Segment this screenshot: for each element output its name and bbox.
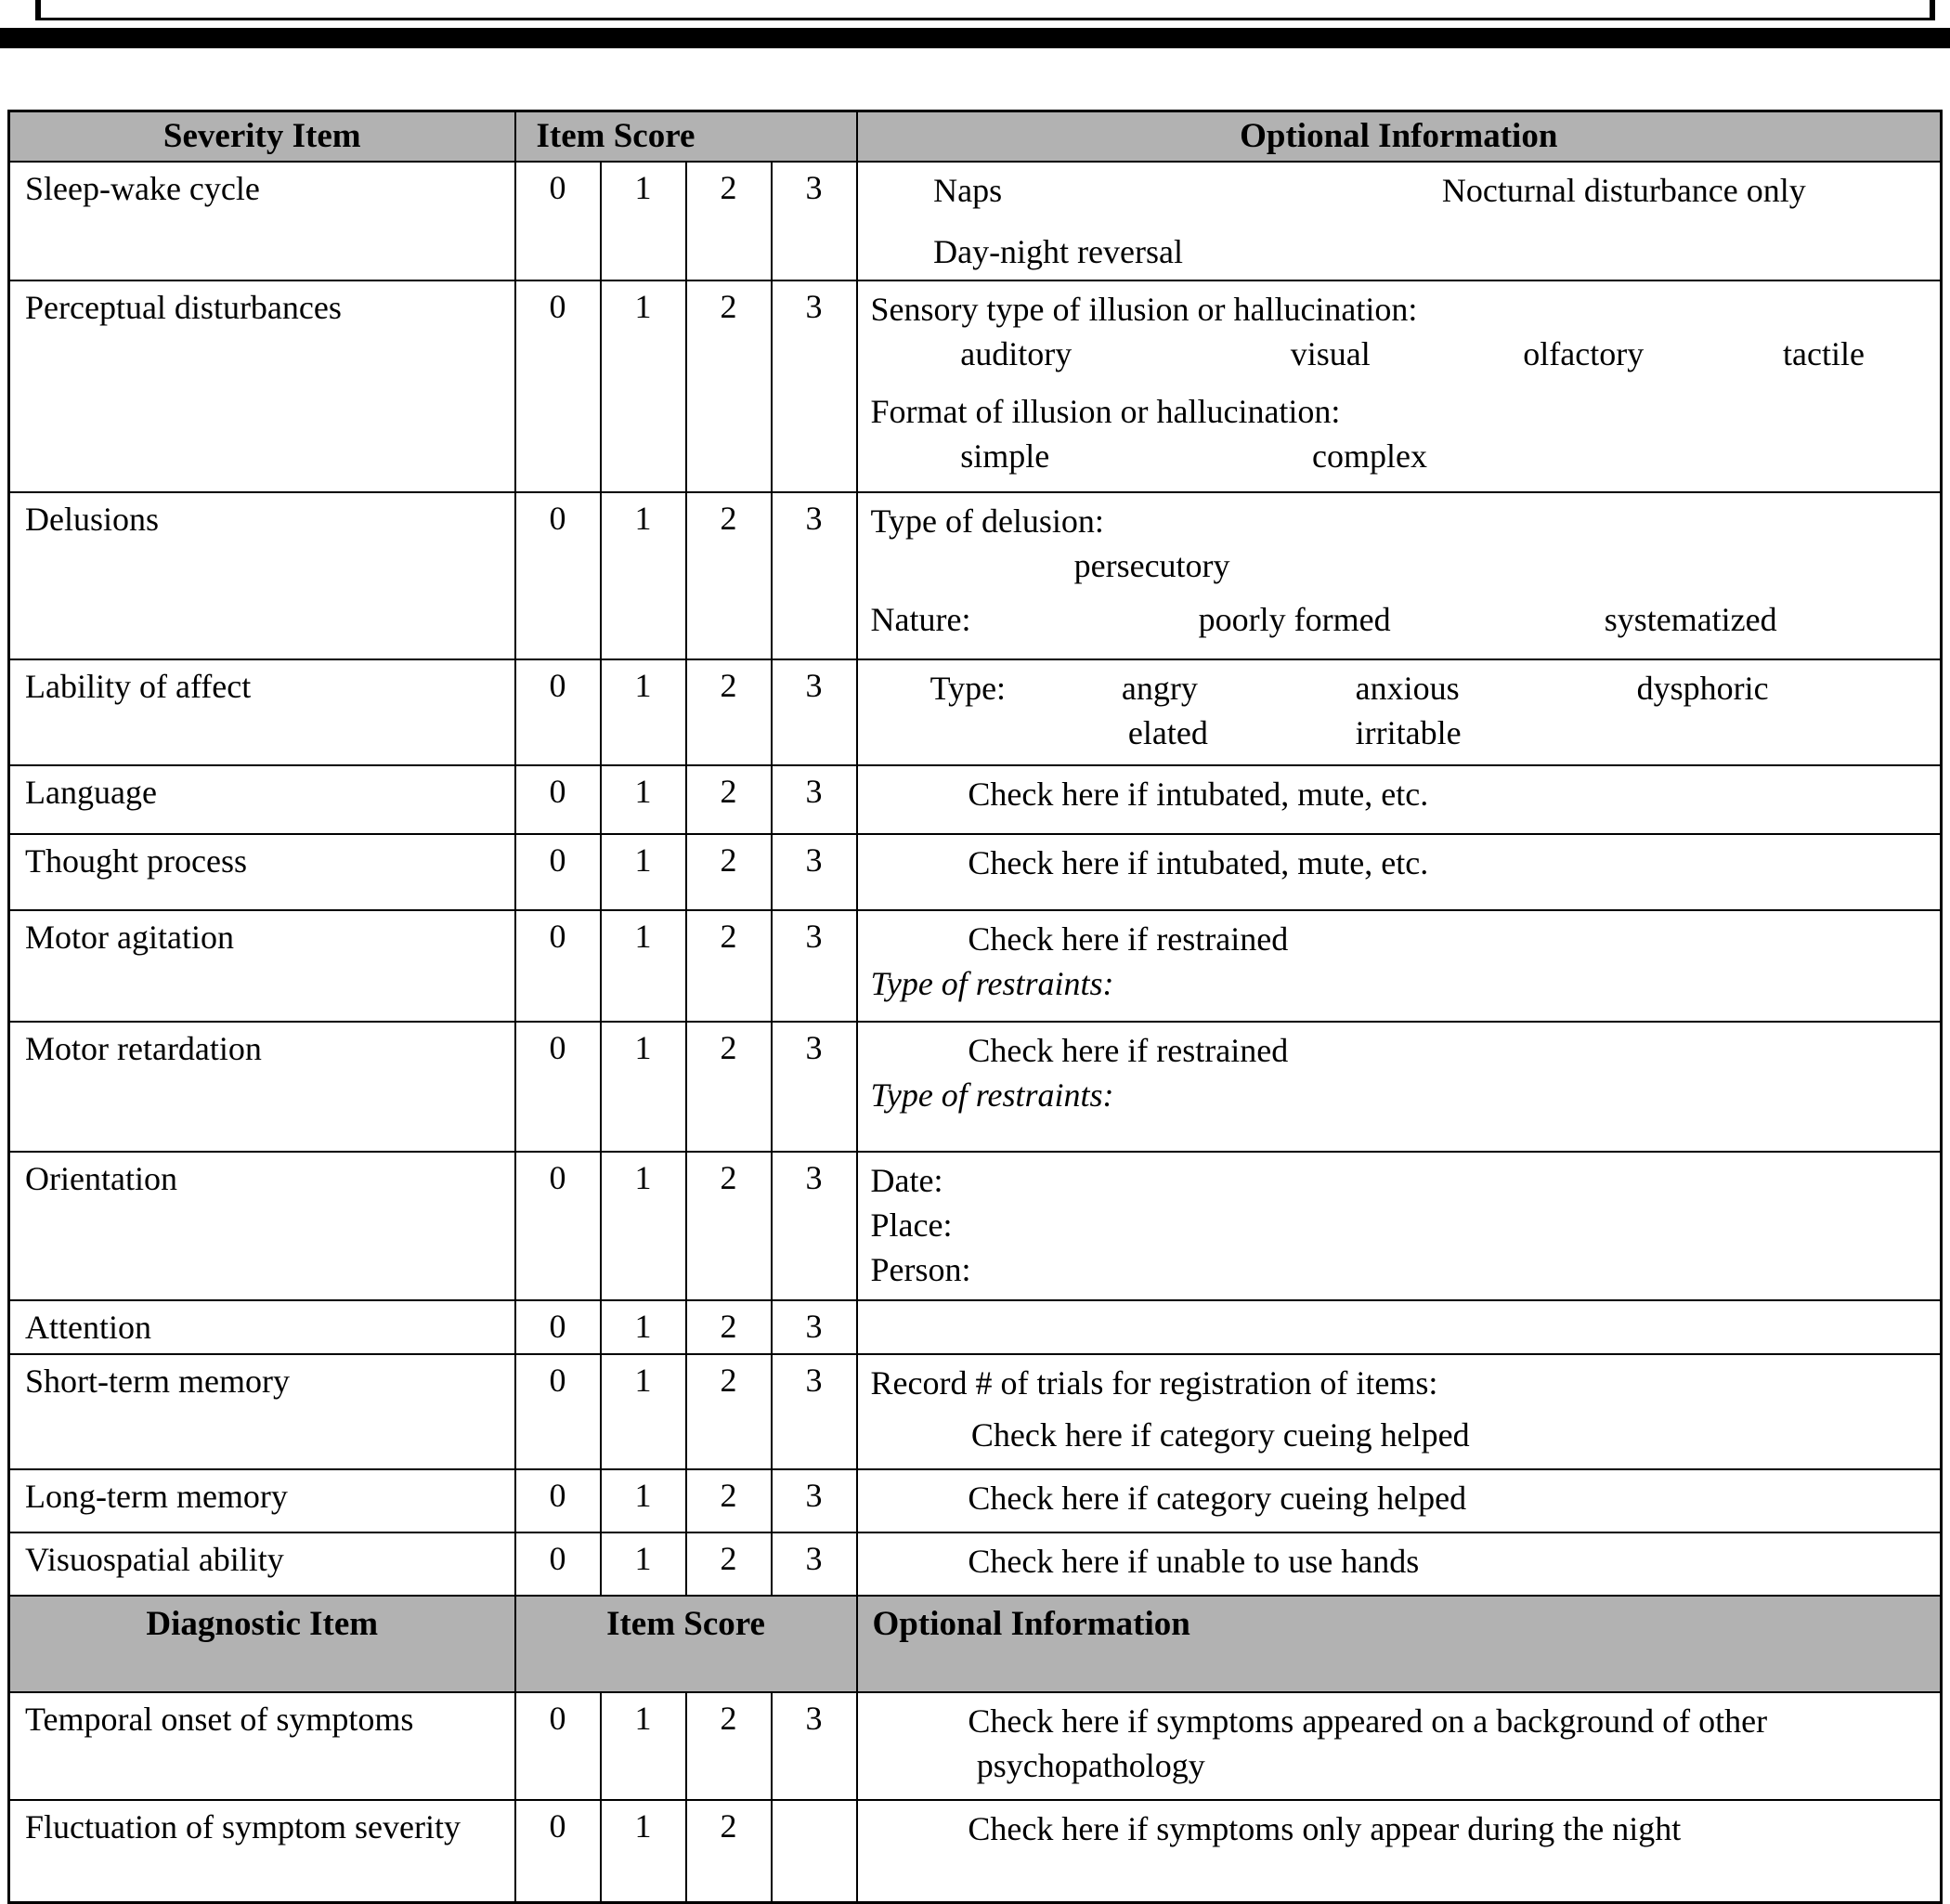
score-0: 0 <box>515 162 601 280</box>
optional-info-line <box>858 287 1940 332</box>
optional-text: auditory <box>960 334 1072 372</box>
severity-row-long-term-memory <box>9 1469 1942 1532</box>
score-1: 1 <box>601 1692 686 1800</box>
optional-info-line <box>858 772 1940 816</box>
score-0: 0 <box>515 659 601 765</box>
score-3: 3 <box>772 1692 857 1800</box>
diagnostic-row-temporal-onset-of-symptoms <box>9 1692 1942 1800</box>
item-label: Language <box>9 765 515 834</box>
optional-text: Nocturnal disturbance only <box>1441 171 1806 209</box>
optional-info-line <box>858 434 1940 478</box>
score-1: 1 <box>601 910 686 1022</box>
score-2: 2 <box>686 1532 772 1596</box>
score-1: 1 <box>601 280 686 492</box>
severity-item-header: Severity Item <box>9 111 515 162</box>
score-2: 2 <box>686 1022 772 1152</box>
item-label: Fluctuation of symptom severity <box>9 1800 515 1903</box>
optional-info-line <box>858 389 1940 434</box>
optional-text: Check here if intubated, mute, etc. <box>968 775 1429 813</box>
score-3: 3 <box>772 280 857 492</box>
optional-info-line <box>858 1806 1940 1851</box>
optional-info-line <box>858 1203 1940 1247</box>
optional-text: Place: <box>870 1206 953 1244</box>
page-frame-bottom <box>35 0 1935 20</box>
optional-info-line <box>858 1073 1940 1117</box>
optional-text: simple <box>960 437 1050 475</box>
item-label: Attention <box>9 1300 515 1354</box>
optional-text: Type: <box>930 669 1007 707</box>
item-label: Temporal onset of symptoms <box>9 1692 515 1800</box>
score-0: 0 <box>515 834 601 910</box>
optional-info-cell <box>857 834 1942 910</box>
score-0: 0 <box>515 910 601 1022</box>
score-2: 2 <box>686 765 772 834</box>
score-1: 1 <box>601 1532 686 1596</box>
score-3: 3 <box>772 162 857 280</box>
optional-text: Type of restraints: <box>870 1076 1114 1114</box>
optional-information-header: Optional Information <box>857 111 1942 162</box>
optional-info-line <box>858 1361 1940 1405</box>
score-2: 2 <box>686 1152 772 1300</box>
severity-row-perceptual-disturbances <box>9 280 1942 492</box>
optional-info-line <box>858 1028 1940 1073</box>
severity-row-short-term-memory <box>9 1354 1942 1469</box>
optional-info-line <box>858 1539 1940 1584</box>
score-3: 3 <box>772 1532 857 1596</box>
score-2: 2 <box>686 492 772 659</box>
score-2: 2 <box>686 1800 772 1903</box>
score-0: 0 <box>515 1022 601 1152</box>
score-3: 3 <box>772 1354 857 1469</box>
item-label: Perceptual disturbances <box>9 280 515 492</box>
optional-text: Naps <box>933 171 1003 209</box>
optional-info-line <box>858 666 1940 711</box>
optional-info-cell <box>857 910 1942 1022</box>
score-2: 2 <box>686 1469 772 1532</box>
delirium-rating-table <box>7 110 1943 1904</box>
optional-info-line <box>858 917 1940 961</box>
score-3: 3 <box>772 492 857 659</box>
score-0: 0 <box>515 1532 601 1596</box>
item-label: Visuospatial ability <box>9 1532 515 1596</box>
optional-info-line <box>858 1413 1940 1457</box>
optional-info-cell <box>857 1692 1942 1800</box>
optional-text: Check here if restrained <box>968 1031 1289 1069</box>
optional-info-line <box>858 1158 1940 1203</box>
score-3: 3 <box>772 765 857 834</box>
optional-info-line <box>858 1247 1940 1292</box>
optional-info-line <box>858 961 1940 1006</box>
score-2: 2 <box>686 1300 772 1354</box>
optional-text: Date: <box>870 1161 943 1199</box>
score-1: 1 <box>601 659 686 765</box>
severity-row-orientation <box>9 1152 1942 1300</box>
severity-row-motor-agitation <box>9 910 1942 1022</box>
optional-info-line <box>858 332 1940 376</box>
optional-text: Check here if unable to use hands <box>968 1542 1420 1580</box>
optional-text: poorly formed <box>1198 600 1391 638</box>
severity-row-thought-process <box>9 834 1942 910</box>
score-3: 3 <box>772 834 857 910</box>
optional-info-line <box>858 499 1940 543</box>
score-3: 3 <box>772 910 857 1022</box>
optional-text: Record # of trials for registration of items: <box>870 1363 1438 1402</box>
optional-text: psychopathology <box>976 1746 1205 1784</box>
optional-info-cell <box>857 1354 1942 1469</box>
score-3: 3 <box>772 1022 857 1152</box>
score-3: 3 <box>772 1469 857 1532</box>
item-label: Orientation <box>9 1152 515 1300</box>
score-1: 1 <box>601 1300 686 1354</box>
score-0: 0 <box>515 280 601 492</box>
optional-info-cell <box>857 1469 1942 1532</box>
optional-info-line <box>858 168 1940 213</box>
optional-text: dysphoric <box>1636 669 1769 707</box>
optional-text: systematized <box>1604 600 1777 638</box>
optional-text: Check here if intubated, mute, etc. <box>968 843 1429 881</box>
optional-text: Check here if symptoms appeared on a background of other <box>968 1702 1768 1740</box>
score-1: 1 <box>601 492 686 659</box>
optional-info-line <box>858 543 1940 588</box>
optional-text: Check here if category cueing helped <box>968 1479 1467 1517</box>
optional-info-line <box>858 1699 1940 1743</box>
optional-info-cell <box>857 1152 1942 1300</box>
optional-info-line <box>858 1476 1940 1520</box>
severity-row-delusions <box>9 492 1942 659</box>
optional-text: angry <box>1121 669 1198 707</box>
score-0: 0 <box>515 765 601 834</box>
optional-text: Day-night reversal <box>933 232 1183 270</box>
optional-text: irritable <box>1355 713 1462 751</box>
score-2: 2 <box>686 280 772 492</box>
optional-info-cell <box>857 1022 1942 1152</box>
optional-info-line <box>858 841 1940 885</box>
item-score-header: Item Score <box>515 111 857 162</box>
optional-info-line <box>858 1743 1940 1788</box>
score-1: 1 <box>601 1022 686 1152</box>
optional-text: Type of restraints: <box>870 964 1114 1002</box>
score-empty <box>772 1800 857 1903</box>
optional-text: olfactory <box>1523 334 1644 372</box>
optional-info-cell <box>857 1300 1942 1354</box>
score-2: 2 <box>686 1354 772 1469</box>
severity-row-visuospatial-ability <box>9 1532 1942 1596</box>
optional-text: Check here if restrained <box>968 919 1289 958</box>
item-label: Thought process <box>9 834 515 910</box>
score-0: 0 <box>515 1152 601 1300</box>
score-3: 3 <box>772 1300 857 1354</box>
score-3: 3 <box>772 659 857 765</box>
diagnostic-header-row <box>9 1596 1942 1692</box>
optional-info-cell <box>857 1532 1942 1596</box>
score-0: 0 <box>515 1692 601 1800</box>
optional-info-line <box>858 597 1940 642</box>
optional-text: anxious <box>1355 669 1460 707</box>
score-1: 1 <box>601 834 686 910</box>
score-0: 0 <box>515 492 601 659</box>
severity-row-motor-retardation <box>9 1022 1942 1152</box>
score-1: 1 <box>601 1469 686 1532</box>
optional-info-cell <box>857 659 1942 765</box>
optional-text: elated <box>1127 713 1208 751</box>
severity-row-language <box>9 765 1942 834</box>
optional-text: complex <box>1312 437 1427 475</box>
optional-info-cell <box>857 492 1942 659</box>
item-label: Motor agitation <box>9 910 515 1022</box>
score-1: 1 <box>601 1800 686 1903</box>
item-label: Delusions <box>9 492 515 659</box>
item-label: Short-term memory <box>9 1354 515 1469</box>
severity-row-lability-of-affect <box>9 659 1942 765</box>
score-0: 0 <box>515 1800 601 1903</box>
optional-text: Type of delusion: <box>870 502 1104 540</box>
diagnostic-optional-information-header: Optional Information <box>857 1596 1942 1692</box>
score-0: 0 <box>515 1300 601 1354</box>
optional-text: Check here if symptoms only appear during the night <box>968 1809 1682 1847</box>
score-1: 1 <box>601 1152 686 1300</box>
optional-text: tactile <box>1783 334 1865 372</box>
score-3: 3 <box>772 1152 857 1300</box>
optional-text: Sensory type of illusion or hallucination: <box>870 290 1418 328</box>
severity-header-row <box>9 111 1942 162</box>
optional-text: visual <box>1290 334 1371 372</box>
optional-info-cell <box>857 1800 1942 1903</box>
optional-info-line <box>858 229 1940 274</box>
item-label: Lability of affect <box>9 659 515 765</box>
score-0: 0 <box>515 1354 601 1469</box>
severity-row-sleep-wake-cycle <box>9 162 1942 280</box>
optional-text: Check here if category cueing helped <box>970 1415 1470 1454</box>
optional-info-cell <box>857 765 1942 834</box>
score-2: 2 <box>686 910 772 1022</box>
optional-text: Format of illusion or hallucination: <box>870 392 1341 430</box>
score-0: 0 <box>515 1469 601 1532</box>
score-2: 2 <box>686 162 772 280</box>
optional-info-cell <box>857 162 1942 280</box>
score-2: 2 <box>686 1692 772 1800</box>
optional-text: Person: <box>870 1250 971 1288</box>
optional-info-cell <box>857 280 1942 492</box>
score-1: 1 <box>601 162 686 280</box>
score-1: 1 <box>601 1354 686 1469</box>
score-1: 1 <box>601 765 686 834</box>
horizontal-rule-bar <box>0 28 1950 48</box>
score-2: 2 <box>686 834 772 910</box>
diagnostic-item-score-header: Item Score <box>515 1596 857 1692</box>
diagnostic-row-fluctuation-of-symptom-severity <box>9 1800 1942 1903</box>
item-label: Sleep-wake cycle <box>9 162 515 280</box>
optional-text: persecutory <box>1073 546 1230 584</box>
optional-text: Nature: <box>870 600 971 638</box>
score-2: 2 <box>686 659 772 765</box>
diagnostic-item-header: Diagnostic Item <box>9 1596 515 1692</box>
item-label: Long-term memory <box>9 1469 515 1532</box>
optional-info-line <box>858 711 1940 755</box>
item-label: Motor retardation <box>9 1022 515 1152</box>
severity-row-attention <box>9 1300 1942 1354</box>
